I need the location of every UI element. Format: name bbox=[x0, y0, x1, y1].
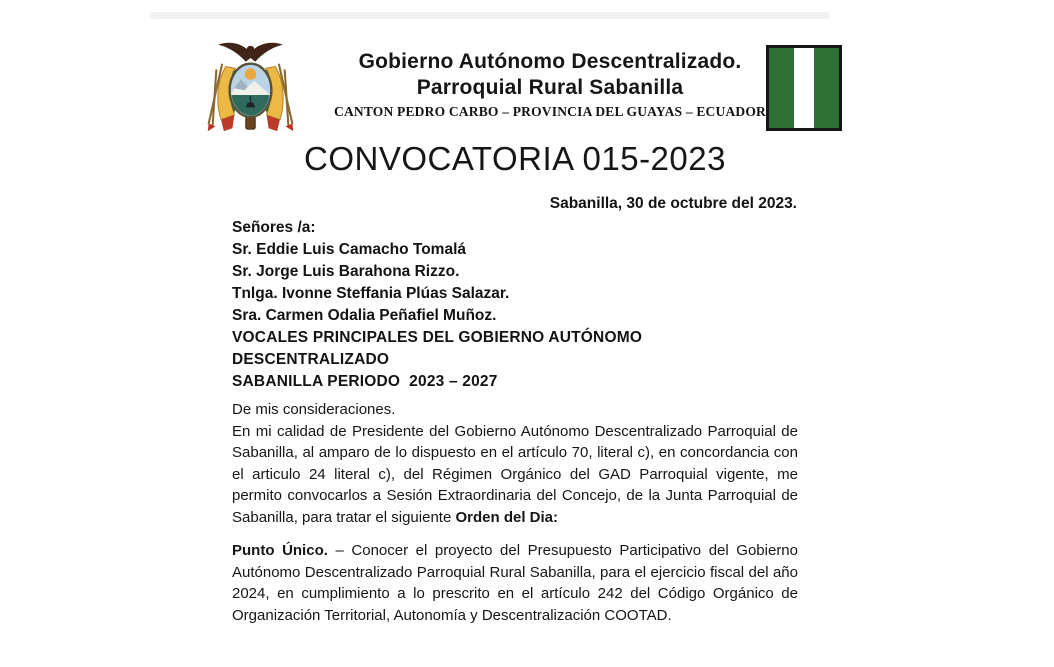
letterhead-text bbox=[298, 36, 766, 120]
document-title: CONVOCATORIA 015-2023 bbox=[304, 140, 726, 177]
canton-province-line: CANTON PEDRO CARBO – PROVINCIA DEL GUAYAS – ECUADOR bbox=[334, 104, 767, 119]
letterhead bbox=[203, 36, 797, 136]
paragraph-punto-unico-text: – Conocer el proyecto del Presupuesto Participativo del Gobierno Autónomo Descentralizado Parroquial Rural Sabanilla, para el ejercicio fiscal del año 2024, en cumplimiento a lo prescrito en el artículo 242 del Código Orgánico de Organización Territorial, Autonomía y Descentralización COOTAD. bbox=[232, 542, 798, 624]
letter-content bbox=[203, 36, 797, 626]
letter-body bbox=[232, 399, 798, 626]
parish-flag-icon bbox=[766, 45, 842, 131]
recipient-name: Sr. Eddie Luis Camacho Tomalá bbox=[232, 241, 466, 258]
recipients-role-line2: SABANILLA PERIODO 2023 – 2027 bbox=[232, 373, 498, 390]
orden-del-dia-label: Orden del Dia: bbox=[455, 508, 559, 526]
paragraph-convocation bbox=[232, 421, 798, 529]
paragraph-convocation-text: En mi calidad de Presidente del Gobierno Autónomo Descentralizado Parroquial de Sabanilla, al amparo de lo dispuesto en el artículo 70, literal c), en concordancia con el articulo 24 literal c), del Régimen Orgánico del GAD Parroquial vigente, me permito convocarlos a Sesión Extraordinaria del Concejo, de la Junta Parroquial de Sabanilla, para tratar el siguiente bbox=[232, 422, 798, 526]
punto-unico-label: Punto Único. bbox=[232, 542, 328, 559]
recipient-name: Sra. Carmen Odalia Peñafiel Muñoz. bbox=[232, 307, 497, 324]
recipient-name: Sr. Jorge Luis Barahona Rizzo. bbox=[232, 263, 460, 280]
flag-green-stripe bbox=[814, 48, 839, 128]
flag-white-stripe bbox=[794, 48, 815, 128]
recipients-block bbox=[232, 217, 797, 393]
recipients-role-line1: VOCALES PRINCIPALES DEL GOBIERNO AUTÓNOMO DESCENTRALIZADO bbox=[232, 329, 643, 368]
dateline: Sabanilla, 30 de octubre del 2023. bbox=[549, 195, 797, 212]
recipient-name: Tnlga. Ivonne Steffania Plúas Salazar. bbox=[232, 285, 510, 302]
org-name-line1: Gobierno Autónomo Descentralizado. bbox=[358, 50, 742, 73]
ecuador-coat-of-arms-icon bbox=[203, 36, 298, 135]
greeting-line: De mis consideraciones. bbox=[232, 401, 396, 418]
org-name-line2: Parroquial Rural Sabanilla bbox=[416, 76, 684, 99]
flag-green-stripe bbox=[769, 48, 794, 128]
scan-artifact bbox=[150, 12, 830, 19]
paragraph-punto-unico bbox=[232, 540, 798, 626]
salutation: Señores /a: bbox=[232, 219, 316, 236]
